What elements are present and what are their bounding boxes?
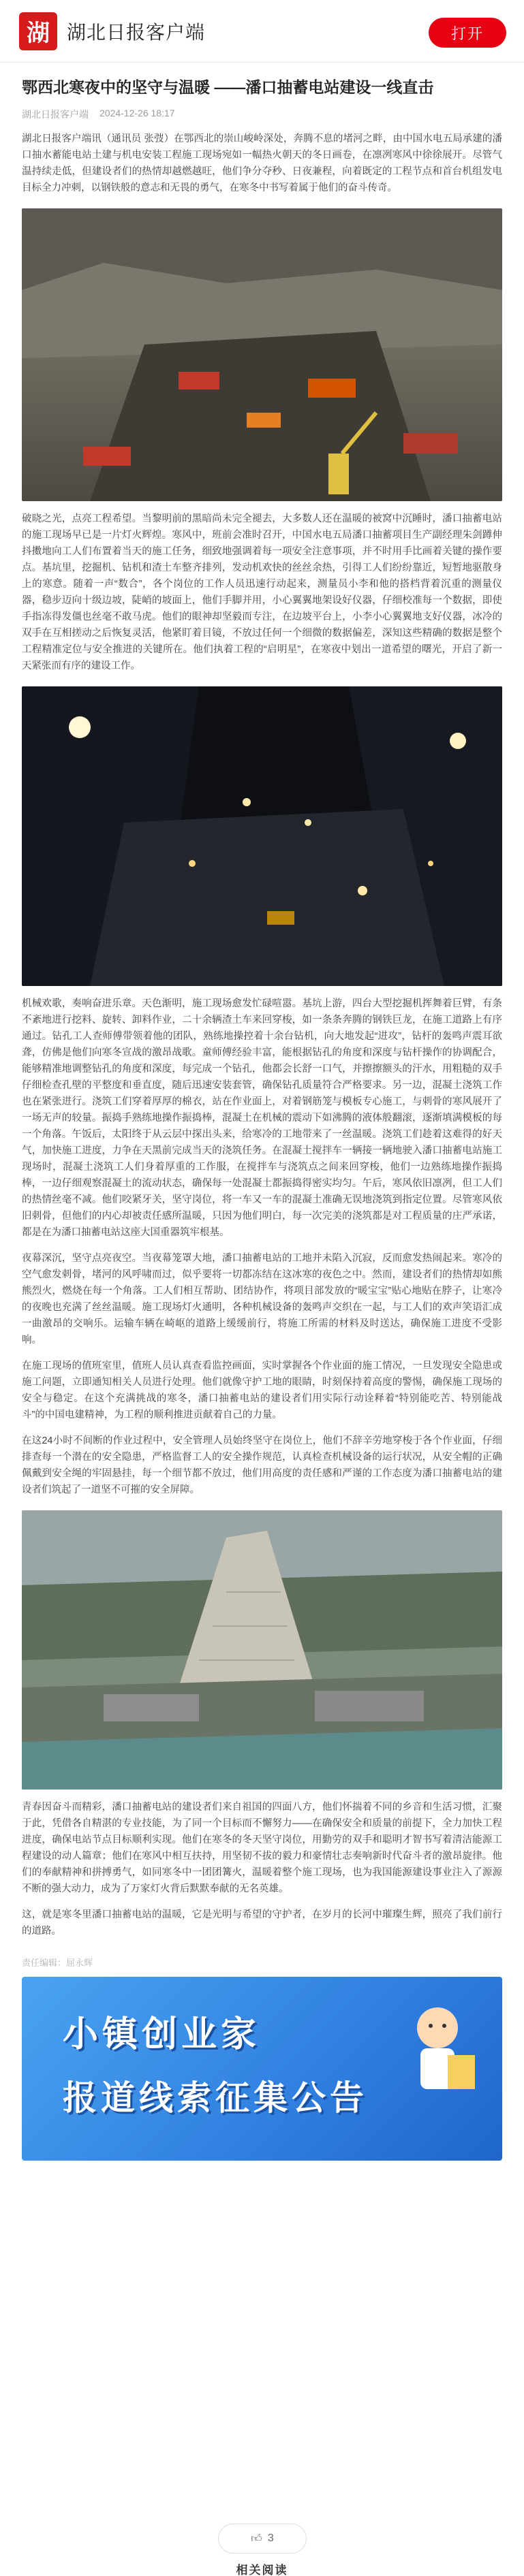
- article-paragraph: 夜幕深沉，坚守点亮夜空。当夜幕笼罩大地，潘口抽蓄电站的工地并未陷入沉寂，反而愈发热闹起来。寒冷的空气愈发刺骨，堵河的风呼啸而过，似乎要将一切都冻结在这冰寒的夜色之中。然而，建设者们的热情却如熊熊烈火，燃烧在每一个角落。工人们相互帮助、团结协作，将项目部发放的“暖宝宝”贴心地贴在脖子，让寒冷的夜晚也充满了丝丝温暖。施工现场灯火通明，各种机械设备的轰鸣声交织在一起，与工人们的欢声笑语汇成一曲激昂的交响乐。运输车辆在崎岖的道路上缓缓前行，将施工所需的材料及时送达，确保施工进度不受影响。: [22, 1253, 502, 1346]
- article-photo-night[interactable]: [22, 686, 502, 986]
- article-paragraph: 机械欢歌，奏响奋进乐章。天色渐明，施工现场愈发忙碌喧嚣。基坑上游，四台大型挖掘机挥舞着巨臂，有条不紊地进行挖料、旋转、卸料作业，二十余辆渣土车来回穿梭，如一条条奔腾的钢铁巨龙，在施工道路上有序通过。钻孔工人查师傅带领着他的团队，熟练地操控着十余台钻机，向大地发起“进攻”，钻杆的轰鸣声震耳欲聋，仿佛是他们向寒冬宣战的激昂战歌。童师傅经验丰富，能根据钻孔的角度和深度与钻杆操作的协调配合，能够精准地调整钻孔的角度和深度，每完成一个钻孔，他都会长舒一口气，并擦擦额头的汗水，用粗糙的双手仔细检查孔壁的平整度和垂直度，随后迅速安装套管，确保钻孔质量符合严格要求。另一边，混凝土浇筑工作也在紧张进行。浇筑工们穿着厚厚的棉衣，站在作业面上，对着钢筋笼与模板专心施工，与刺骨的寒风展开了一场无声的较量。振捣手熟练地操作振捣棒，混凝土在机械的震动下如沸腾的液体般翻滚，逐渐填满模板的每一个角落。午饭后，太阳终于从云层中探出头来，给寒冷的工地带来了一丝温暖。浇筑工们趁着这难得的好天气，加快施工进度，力争在天黑前完成当天的浇筑任务。在混凝土搅拌车一辆接一辆地驶入潘口抽蓄电站施工现场时，混凝土浇筑工人们身着厚重的工作服，在搅拌车与浇筑点之间来回穿梭，他们一边熟练地操作振捣棒，一边仔细观察混凝土的流动状态，确保每一处混凝土都振捣得密实均匀。午后，寒风依旧凛冽，但工人们的热情丝毫不减。他们咬紧牙关，坚守岗位，将一车又一车的混凝土准确无误地浇筑到指定位置。尽管寒风依旧刺骨，但他们的内心却被责任感所温暖，只因为他们明白，每一次完美的浇筑都是对工程质量的庄严承诺，都是在为潘口抽蓄电站这座大国重器筑牢根基。: [22, 998, 502, 1238]
- article-paragraph: 湖北日报客户端讯（通讯员 张弢）在鄂西北的崇山峻岭深处，奔腾不息的堵河之畔，由中国水电五局承建的潘口抽水蓄能电站土建与机电安装工程施工现场宛如一幅热火朝天的冬日画卷，在凛冽寒风中徐徐展开。尽管气温持续走低，但建设者们的热情却越燃越旺，他们争分夺秒、日夜兼程，向着既定的工程节点和首台机组发电目标全力冲刺，以钢铁般的意志和无畏的勇气，在寒冬中书写着属于他们的奋斗传奇。: [22, 133, 502, 193]
- article-paragraph: 破晓之光，点亮工程希望。当黎明前的黑暗尚未完全褪去，大多数人还在温暖的被窝中沉睡时，潘口抽蓄电站的施工现场早已是一片灯火辉煌。寒风中，班前会准时召开，中国水电五局潘口抽蓄项目生产副经理朱剑蹲伸抖擞地向工人们布置着当天的施工任务，细致地强调着每一项安全注意事项，并不时用手比画着关键的操作要点。基坑里，挖掘机、钻机和渣土车整齐排列，发动机欢快的丝丝余热，引得工人们纷纷靠近，短暂地驱散身上的寒意。随着一声“数合”，各个岗位的工作人员迅速行动起来，测量员小李和他的搭档背着沉重的测量仪器，稳步迈向十级边坡，陡峭的坡面上，他们手脚并用，小心翼翼地架设好仪器，仔细校准每一个数据，即使手指冻得发僵也丝毫不敢马虎。他们的眼神却坚毅而专注，在边坡平台上，小李小心翼翼地支好仪器，冰冷的双手在互相搓动之后恢复灵活，他紧盯着目镜，不放过任何一个细微的数据偏差，深知这些精确的数据是整个工程精准定位与安全推进的关键所在。他们执着工程的“启明星”，在寒夜中划出一道希望的曙光，开启了新一天紧张而有序的建设工作。: [22, 513, 502, 671]
- banner-subtitle: 报道线索征集公告: [63, 2079, 368, 2117]
- article-title: 鄂西北寒夜中的坚守与温暖 ——潘口抽蓄电站建设一线直击: [22, 78, 434, 96]
- like-button[interactable]: [218, 2524, 307, 2554]
- article-paragraph: 在这24小时不间断的作业过程中，安全管理人员始终坚守在岗位上，他们不辞辛劳地穿梭于各个作业面，仔细排查每一个潜在的安全隐患，严格监督工人的安全操作规范，认真检查机械设备的运行状况，从安全帽的正确佩戴到安全绳的牢固悬挂，每一个细节都不放过，他们用高度的责任感和严谨的工作态度为潘口抽蓄电站的建设者们筑起了一道坚不可摧的安全屏障。: [22, 1435, 502, 1495]
- night-site-image: [22, 686, 502, 986]
- app-logo[interactable]: 湖: [19, 12, 57, 50]
- mascot-illustration: [393, 1997, 482, 2099]
- article-meta: [22, 108, 502, 121]
- like-count: 3: [267, 2532, 274, 2544]
- article-paragraph: 在施工现场的值班室里，值班人员认真查看监控画面，实时掌握各个作业面的施工情况，一旦发现安全隐患或施工问题，立即通知相关人员进行处理。他们就像守护工地的眼睛，时刻保持着高度的警惕，确保施工现场的安全与稳定。在这个充满挑战的寒冬，潘口抽蓄电站的建设者们用实际行动诠释着“特别能吃苦、特别能战斗”的中国电建精神，为工程的顺利推进贡献着自己的力量。: [22, 1361, 502, 1420]
- related-reading-label: 相关阅读: [236, 2564, 288, 2576]
- article-body: [0, 63, 524, 2161]
- aerial-dam-image: [22, 1510, 502, 1790]
- open-app-button[interactable]: 打开: [429, 18, 506, 48]
- article-date: 2024-12-26 18:17: [99, 108, 175, 118]
- thumbs-up-icon: 👍︎: [251, 2532, 262, 2545]
- article-paragraph: 这，就是寒冬里潘口抽蓄电站的温暖，它是光明与希望的守护者，在岁月的长河中璀璨生辉，照亮了我们前行的道路。: [22, 1909, 502, 1937]
- article-photo-excavation[interactable]: [22, 208, 502, 501]
- app-header: [0, 0, 524, 63]
- editor-credit: 责任编辑：屈永辉: [22, 1958, 93, 1968]
- banner-title: 小镇创业家: [63, 2015, 261, 2054]
- related-reading-heading: [0, 2560, 524, 2576]
- article-photo-aerial[interactable]: [22, 1510, 502, 1790]
- app-name: 湖北日报客户端: [67, 21, 206, 43]
- promo-banner[interactable]: [22, 1977, 502, 2161]
- article-source: 湖北日报客户端: [22, 109, 89, 120]
- article-paragraph: 青春因奋斗而精彩，潘口抽蓄电站的建设者们来自祖国的四面八方，他们怀揣着不同的乡音和生活习惯，汇聚于此，凭借各自精湛的专业技能，为了同一个目标而不懈努力——在确保安全和质量的前提下，全力加快工程进度，确保电站节点目标顺利实现。他们在寒冬的冬天坚守岗位，用勤劳的双手和聪明才智书写着清洁能源工程建设的动人篇章；他们在寒风中相互扶持，用坚韧不拔的毅力和豪情壮志奏响新时代奋斗者的激昂旋律。他们的奉献精神和拼搏勇气，如同寒冬中一团团篝火，温暖着整个施工现场，也为我国能源建设事业注入了源源不断的强大动力，成为了万家灯火背后默默奉献的无名英雄。: [22, 1802, 502, 1894]
- excavation-image: [22, 208, 502, 501]
